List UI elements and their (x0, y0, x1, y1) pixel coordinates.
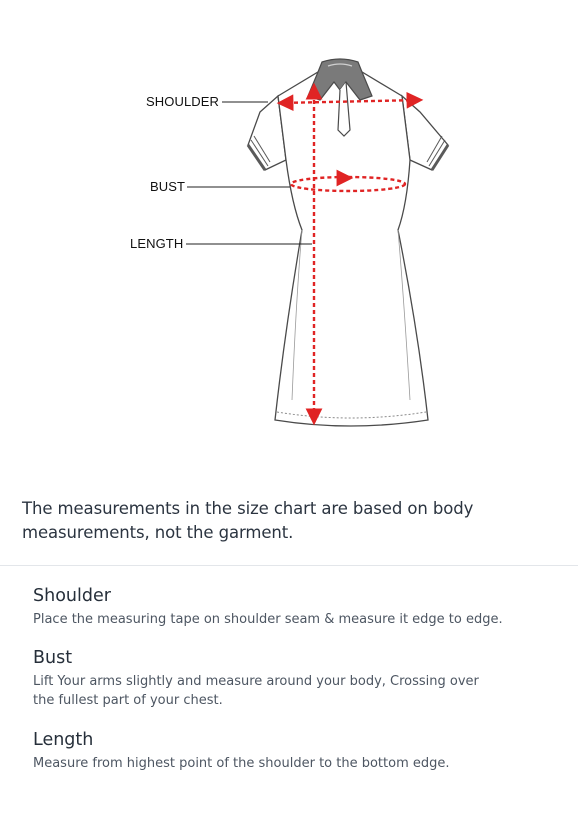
divider (0, 565, 578, 566)
shoulder-callout: SHOULDER (146, 94, 220, 109)
shoulder-title: Shoulder (33, 586, 111, 606)
bust-title: Bust (33, 648, 73, 668)
length-description: Measure from highest point of the shoulder to the bottom edge. (33, 756, 450, 771)
shoulder-description: Place the measuring tape on shoulder seam & measure it edge to edge. (33, 612, 503, 627)
shoulder-section (33, 586, 553, 629)
length-section (33, 730, 553, 773)
length-title: Length (33, 730, 94, 750)
bust-callout: BUST (150, 179, 186, 194)
bust-section (33, 648, 553, 710)
length-callout: LENGTH (130, 236, 184, 251)
size-chart-note: The measurements in the size chart are based on body measurements, not the garment. (22, 499, 474, 542)
bust-description: Lift Your arms slightly and measure around your body, Crossing over the fullest part of your chest. (33, 674, 479, 708)
